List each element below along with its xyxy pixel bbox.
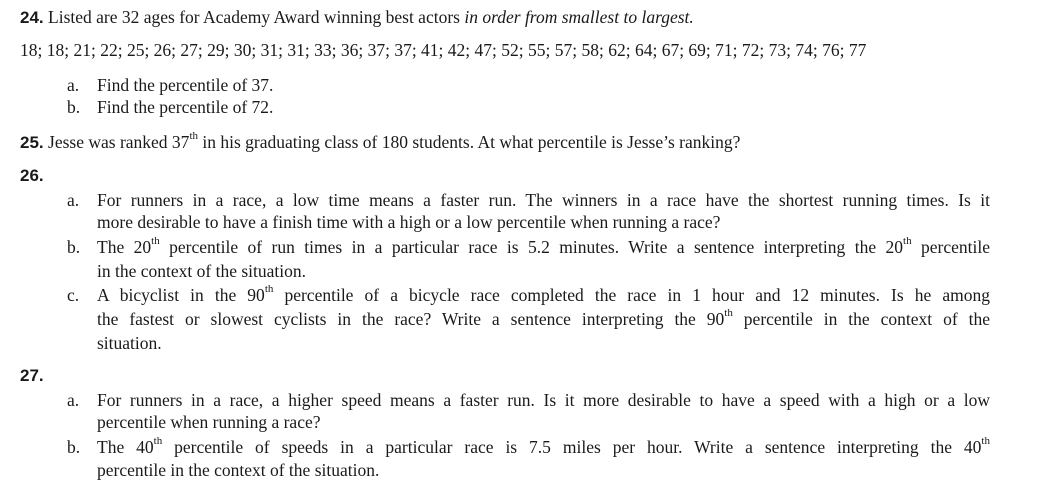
q27-b-line2: percentile in the context of the situation. — [97, 460, 380, 480]
q26-a-label: a. — [67, 190, 80, 210]
q26-c-l1-sup: th — [264, 283, 274, 296]
q26-a-line1: For runners in a race, a low time means a faster run. The winners in a race have the shortest running times. Is it — [97, 190, 990, 210]
q26-b-l1-sup2: th — [903, 235, 912, 248]
q26-b-l1-sup1: th — [151, 235, 160, 248]
q26-b-l1-p2: percentile of run times in a particular race is 5.2 minutes. Write a sentence interpreting the 20 — [159, 237, 904, 257]
q27-a-label: a. — [67, 390, 80, 410]
q26-c-l2-sup: th — [724, 307, 733, 320]
q26-c-l2-p1: the fastest or slowest cyclists in the race? Write a sentence interpreting the 90 — [97, 309, 725, 329]
q26-c-l1-p2: percentile of a bicycle race completed the race in 1 hour and 12 minutes. Is he among — [273, 285, 990, 305]
q25-sup: th — [189, 130, 198, 143]
q26-c-label: c. — [67, 285, 80, 305]
q26-b-l1-p3: percentile — [911, 237, 990, 257]
q24-intro-italic: in order from smallest to largest. — [464, 7, 694, 27]
q26-c-l2-p2: percentile in the context of the — [732, 309, 990, 329]
q24-a-text: Find the percentile of 37. — [97, 75, 274, 95]
q24-a-label: a. — [67, 75, 80, 95]
q26-number: 26. — [20, 166, 44, 185]
q26-c-l1-p1: A bicyclist in the 90 — [97, 285, 265, 305]
q27-b-label: b. — [67, 437, 81, 457]
q27-b-line1 — [97, 436, 990, 458]
q24-ages: 18; 18; 21; 22; 25; 26; 27; 29; 30; 31; 31; 33; 36; 37; 37; 41; 42; 47; 52; 55; 57; 58; 62; 64; 67; 69; 71; 72; 73; 74; 76; 77 — [20, 40, 867, 60]
q27-number: 27. — [20, 366, 44, 385]
q26-a-line2: more desirable to have a finish time with a high or a low percentile when running a race? — [97, 212, 721, 232]
q24-b-label: b. — [67, 97, 81, 117]
q25-text-after: in his graduating class of 180 students. At what percentile is Jesse’s ranking? — [198, 132, 741, 152]
q27-b-l1-p1: The 40 — [97, 437, 154, 457]
q24-header — [20, 6, 694, 29]
q24-number: 24. — [20, 8, 44, 27]
q27-b-l1-sup2: th — [981, 435, 990, 448]
q25-text-before: Jesse was ranked 37 — [48, 132, 190, 152]
q24-intro: Listed are 32 ages for Academy Award winning best actors — [48, 7, 460, 27]
q26-b-l1-p1: The 20 — [97, 237, 152, 257]
q26-b-label: b. — [67, 237, 81, 257]
q25-number: 25. — [20, 133, 44, 152]
q27-a-line2: percentile when running a race? — [97, 412, 321, 432]
q26-c-line3: situation. — [97, 333, 162, 353]
q26-b-line2: in the context of the situation. — [97, 261, 306, 281]
q26-b-line1 — [97, 236, 990, 258]
q26-c-line2 — [97, 308, 990, 330]
q26-c-line1 — [97, 284, 990, 306]
q27-a-line1: For runners in a race, a higher speed means a faster run. Is it more desirable to have a speed with a high or a low — [97, 390, 990, 410]
q25-text — [20, 131, 740, 154]
q24-b-text: Find the percentile of 72. — [97, 97, 274, 117]
q27-b-l1-sup1: th — [153, 435, 163, 448]
q27-b-l1-p2: percentile of speeds in a particular race is 7.5 miles per hour. Write a sentence interpreting the 40 — [162, 437, 982, 457]
